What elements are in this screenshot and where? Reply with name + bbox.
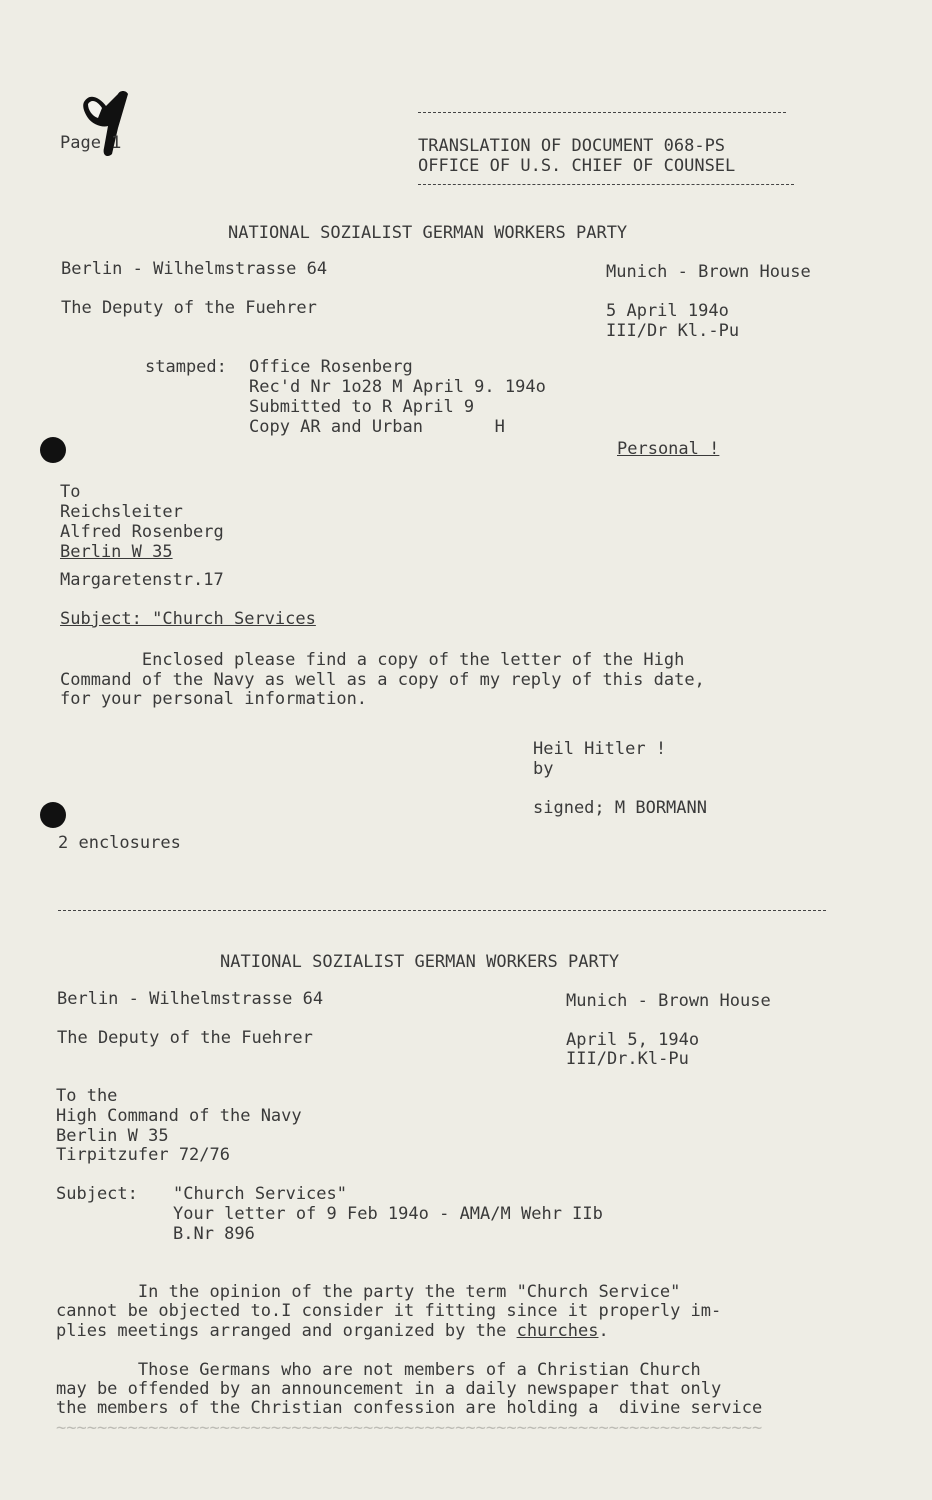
churches-underlined: churches: [516, 1321, 599, 1341]
faded-cutoff-line: ~~~~~~~~~~~~~~~~~~~~~~~~~~~~~~~~~~~~~~~~~~~~~~~~~~~~~~~~~~~~~~~~~~~~~: [56, 1418, 763, 1438]
letter1-party: NATIONAL SOZIALIST GERMAN WORKERS PARTY: [228, 223, 628, 243]
header-rule-bottom: [418, 184, 794, 185]
stamp-line: Copy AR and Urban H: [249, 417, 505, 437]
letter1-address-left: Berlin - Wilhelmstrasse 64: [61, 259, 328, 279]
letter2-recipient-line: Tirpitzufer 72/76: [56, 1145, 230, 1165]
letter1-closing: Heil Hitler !: [533, 739, 667, 759]
letter1-address-right: Munich - Brown House: [606, 262, 811, 282]
letter2-ref: III/Dr.Kl-Pu: [566, 1049, 689, 1069]
page-label: Page 1: [60, 133, 122, 153]
recipient-line: Berlin W 35: [60, 542, 173, 562]
letter2-recipient-line: Berlin W 35: [56, 1126, 169, 1146]
recipient-line: Alfred Rosenberg: [60, 522, 224, 542]
recipient-line: Reichsleiter: [60, 502, 183, 522]
stamp-label: stamped:: [145, 357, 227, 377]
stamp-line: Office Rosenberg: [249, 357, 413, 377]
letter2-party: NATIONAL SOZIALIST GERMAN WORKERS PARTY: [220, 952, 620, 972]
letter1-ref: III/Dr Kl.-Pu: [606, 321, 740, 341]
letter2-subject-line: "Church Services": [173, 1184, 347, 1204]
document-title: TRANSLATION OF DOCUMENT 068-PS: [418, 136, 726, 156]
letter1-body-line: Enclosed please find a copy of the letter of the High: [60, 650, 685, 670]
letter2-para2-line: the members of the Christian confession are holding a divine service: [56, 1398, 763, 1418]
stamp-line: Rec'd Nr 1o28 M April 9. 194o: [249, 377, 546, 397]
punch-hole: [40, 802, 66, 828]
header-rule-top: [418, 112, 786, 113]
letter2-subject-line: Your letter of 9 Feb 194o - AMA/M Wehr IIb: [173, 1204, 603, 1224]
section-divider: [58, 910, 826, 911]
letter1-office: The Deputy of the Fuehrer: [61, 298, 317, 318]
letter1-by: by: [533, 759, 554, 779]
letter2-subject-label: Subject:: [56, 1184, 138, 1204]
letter1-date: 5 April 194o: [606, 301, 729, 321]
letter2-para1-line: In the opinion of the party the term "Church Service": [56, 1282, 681, 1302]
letter2-address-right: Munich - Brown House: [566, 991, 771, 1011]
letter1-signature: signed; M BORMANN: [533, 798, 707, 818]
letter2-recipient-line: High Command of the Navy: [56, 1106, 302, 1126]
punch-hole: [40, 437, 66, 463]
letter2-subject-line: B.Nr 896: [173, 1224, 255, 1244]
letter2-para1-line: cannot be objected to.I consider it fitting since it properly im-: [56, 1301, 722, 1321]
letter2-recipient-line: To the: [56, 1086, 118, 1106]
letter2-para2-line: Those Germans who are not members of a Christian Church: [56, 1360, 701, 1380]
letter2-address-left: Berlin - Wilhelmstrasse 64: [57, 989, 324, 1009]
recipient-line: To: [60, 482, 81, 502]
letter2-date: April 5, 194o: [566, 1030, 700, 1050]
letter1-subject: Subject: "Church Services: [60, 609, 316, 629]
letter2-para2-line: may be offended by an announcement in a daily newspaper that only: [56, 1379, 722, 1399]
letter1-body-line: Command of the Navy as well as a copy of my reply of this date,: [60, 670, 705, 690]
document-office: OFFICE OF U.S. CHIEF OF COUNSEL: [418, 156, 736, 176]
letter2-office: The Deputy of the Fuehrer: [57, 1028, 313, 1048]
stamp-line: Submitted to R April 9: [249, 397, 475, 417]
letter2-para1-line: plies meetings arranged and organized by the churches.: [56, 1321, 609, 1341]
recipient-line: Margaretenstr.17: [60, 570, 224, 590]
letter1-body-line: for your personal information.: [60, 689, 368, 709]
letter1-enclosures: 2 enclosures: [58, 833, 181, 853]
personal-mark: Personal !: [617, 439, 720, 459]
